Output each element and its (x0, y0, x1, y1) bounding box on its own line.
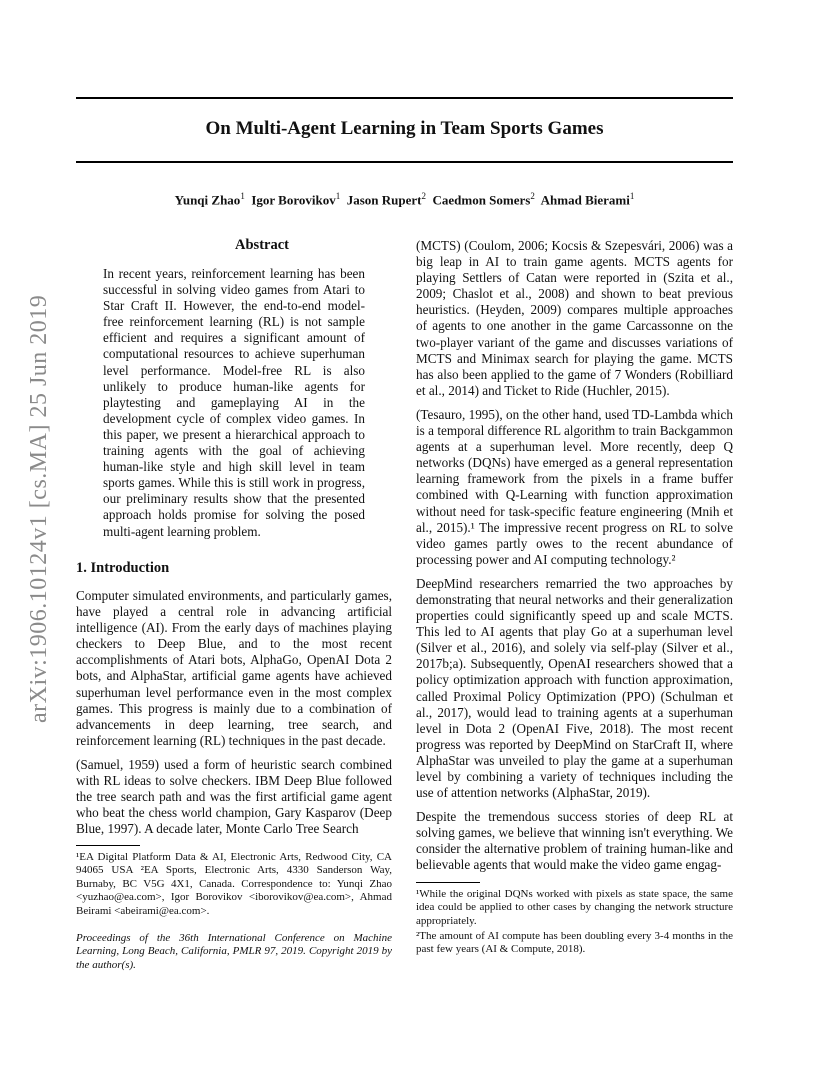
section-heading-introduction: 1. Introduction (76, 560, 170, 576)
top-rule (76, 97, 733, 99)
footnote-rule (416, 882, 480, 883)
footnote-rule (76, 845, 140, 846)
intro-paragraph: (Samuel, 1959) used a form of heuristic search combined with RL ideas to solve checkers. IBM Deep Blue followed the tree search path and was the first artificial game agent who beat the chess world champion, Gary Kasparov (Deep Blue, 1997). A decade later, Monte Carlo Tree Search (76, 756, 392, 837)
intro-paragraph: Despite the tremendous success stories of deep RL at solving games, we believe that winning isn't everything. We consider the alternative problem of training human-like and believable agents that would make the video game engag- (416, 809, 733, 873)
paper-title: On Multi-Agent Learning in Team Sports Games (205, 118, 604, 139)
author-list (76, 191, 733, 208)
intro-paragraph: (Tesauro, 1995), on the other hand, used TD-Lambda which is a temporal difference RL algorithm to train Backgammon agents at a superhuman level. More recently, deep Q networks (DQNs) have emerged as a general representation learning framework from the pixels in a frame buffer combined with Q-Learning with function approximation without need for task-specific feature engineering (Mnih et al., 2015).¹ The impressive recent progress on RL to solve video games partly owes to the recent abundance of processing power and AI computing technology.² (416, 406, 733, 567)
author-affiliation-mark: 2 (530, 191, 535, 201)
abstract-heading: Abstract (235, 237, 289, 253)
intro-paragraph: (MCTS) (Coulom, 2006; Kocsis & Szepesvári, 2006) was a big leap in AI to train game agents. MCTS agents for playing Settlers of Catan were reported in (Szita et al., 2009; Chaslot et al., 2008) and shown to beat previous heuristics. (Heyden, 2009) compares multiple approaches of agents to one another in the game Carcassonne on the two-player variant of the game and discusses variations of MCTS and Minimax search for playing the game. MCTS has also been applied to the game of 7 Wonders (Robilliard et al., 2014) and Ticket to Ride (Huchler, 2015). (416, 238, 733, 398)
author-name: Caedmon Somers (432, 192, 531, 208)
intro-paragraph: DeepMind researchers remarried the two approaches by demonstrating that neural networks and their generalization properties could significantly speed up and scale MCTS. This led to AI agents that play Go at a superhuman level (Silver et al., 2016), and solely via self-play (Silver et al., 2017b;a). Subsequently, OpenAI researchers showed that a policy optimization approach with function approximation, called Proximal Policy Optimization (PPO) (Schulman et al., 2017), would lead to training agents at a superhuman level in Dota 2 (OpenAI Five, 2018). The most recent progress was reported by DeepMind on StarCraft II, where AlphaStar was unveiled to play the game at a superhuman level by combining a variety of techniques including the use of attention networks (AlphaStar, 2019). (416, 575, 733, 801)
author-name: Ahmad Bierami (540, 192, 630, 208)
footnote-2: ²The amount of AI compute has been doubling every 3-4 months in the past few years (AI & Compute, 2018). (416, 930, 733, 956)
affiliation-footnote: ¹EA Digital Platform Data & AI, Electronic Arts, Redwood City, CA 94065 USA ²EA Sports, Electronic Arts, 4330 Sanderson Way, Burnaby, BC V5G 4X1, Canada. Correspondence to: Yunqi Zhao <yuzhao@ea.com>, Igor Borovikov <iborovikov@ea.com>, Ahmad Beirami <abeirami@ea.com>. (76, 851, 392, 917)
author-affiliation-mark: 1 (629, 191, 635, 201)
right-column-body (416, 238, 733, 882)
footnote-1: ¹While the original DQNs worked with pixels as state space, the same idea could be applied to other cases by changing the network structure appropriately. (416, 888, 733, 927)
author-affiliation-mark: 2 (421, 191, 426, 201)
proceedings-note: Proceedings of the 36th International Conference on Machine Learning, Long Beach, California, PMLR 97, 2019. Copyright 2019 by the author(s). (76, 932, 392, 971)
left-column-body (76, 588, 392, 845)
intro-paragraph: Computer simulated environments, and particularly games, have played a central role in advancing artificial intelligence (AI). From the early days of machines playing checkers to Deep Blue, and to the most recent accomplishments of Atari bots, AlphaGo, OpenAI Dota 2 bots, and AlphaStar, artificial game agents have achieved superhuman level performance even in the most complex games. This progress is mainly due to a combination of advancements in deep learning, tree search, and reinforcement learning (RL) techniques in the past decade. (76, 588, 392, 748)
author-name: Yunqi Zhao (174, 192, 241, 208)
author-affiliation-mark: 1 (335, 191, 341, 201)
author-name: Igor Borovikov (251, 192, 336, 208)
abstract-text: In recent years, reinforcement learning has been successful in solving video games from Atari to Star Craft II. However, the end-to-end model-free reinforcement learning (RL) is not sample efficient and requires a significant amount of computational resources to achieve superhuman level performance. Model-free RL is also unlikely to produce human-like agents for playtesting and gameplaying AI in the development cycle of complex video games. In this paper, we present a hierarchical approach to training agents with the goal of achieving human-like style and high skill level in team sports games. While this is still work in progress, our preliminary results show that the presented approach holds promise for solving the posed multi-agent learning problem. (103, 266, 365, 539)
title-bottom-rule (76, 161, 733, 163)
author-affiliation-mark: 1 (240, 191, 245, 201)
author-name: Jason Rupert (346, 192, 422, 208)
arxiv-stamp: arXiv:1906.10124v1 [cs.MA] 25 Jun 2019 (26, 294, 52, 723)
